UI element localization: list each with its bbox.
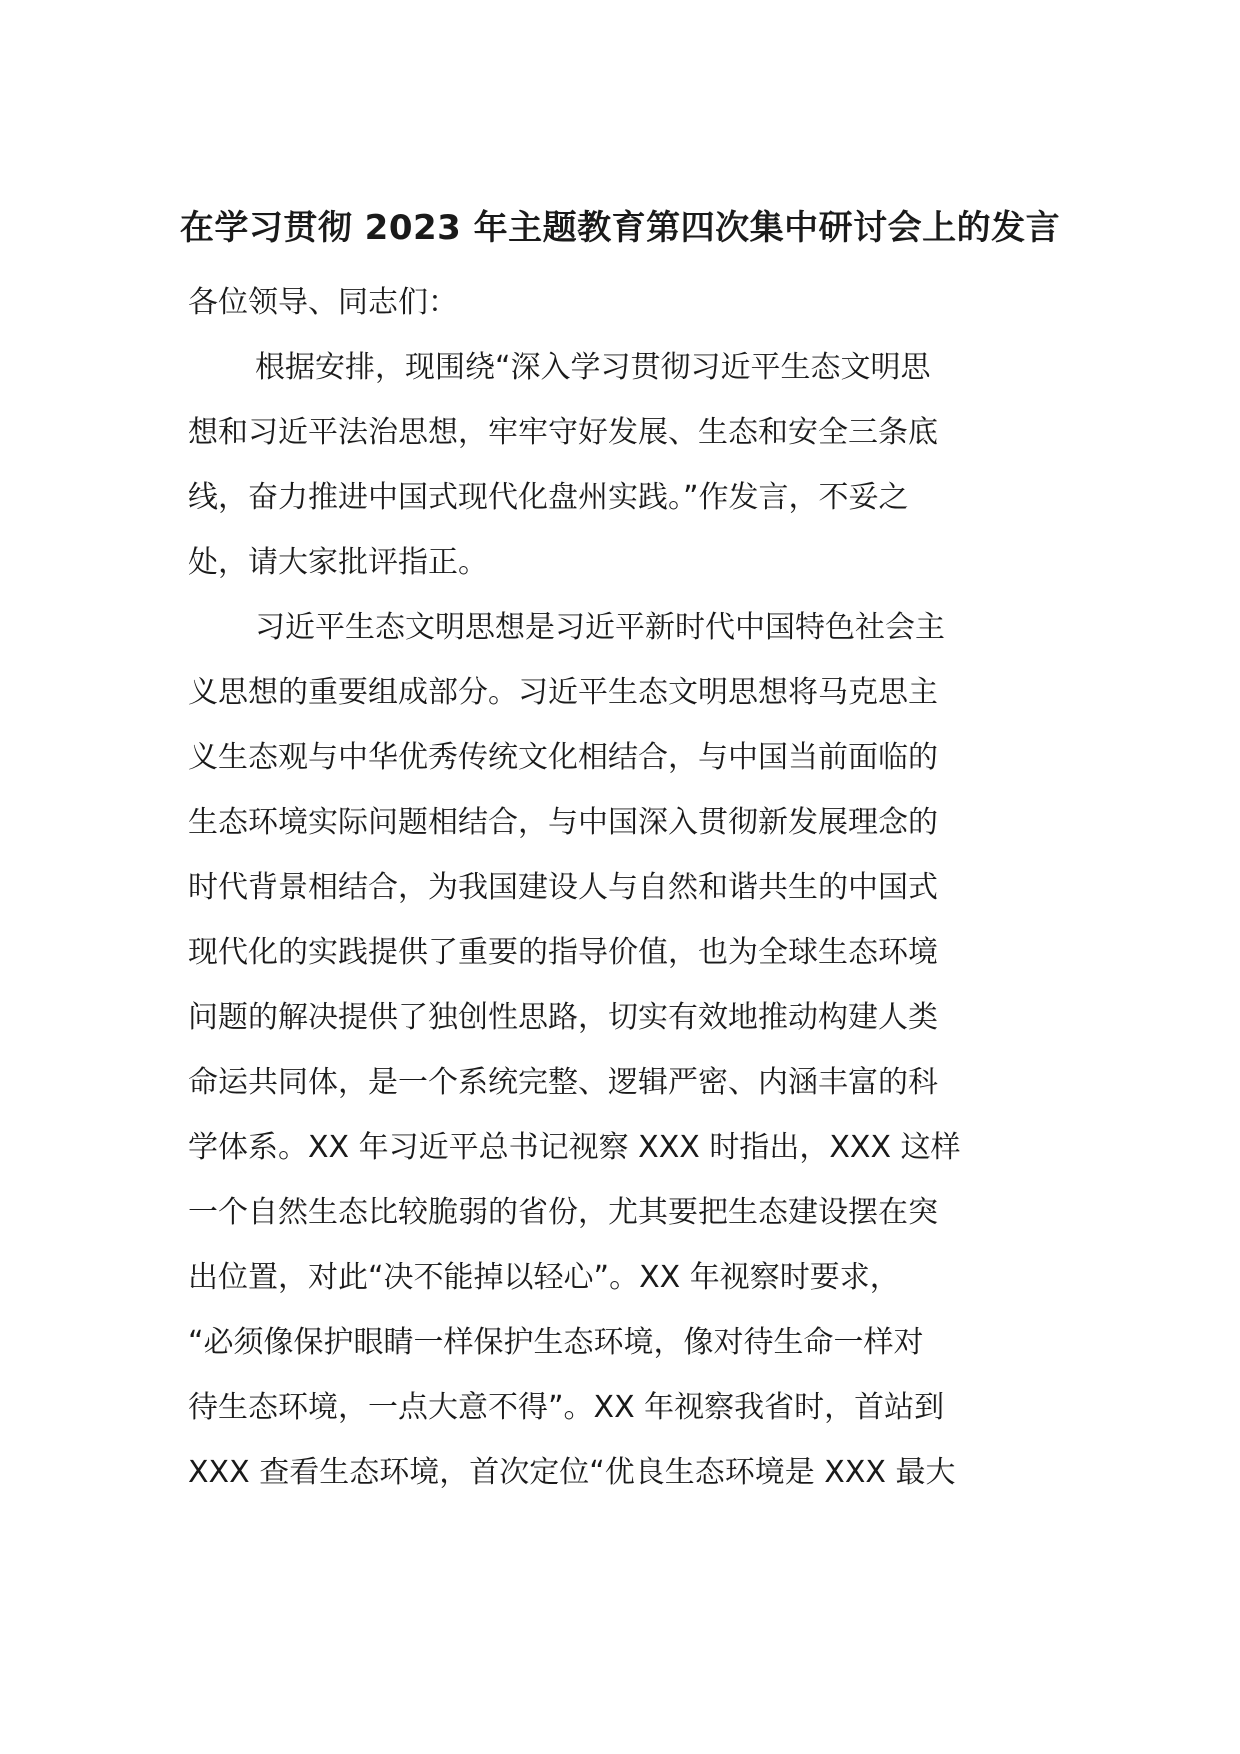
paragraph-line: 出位置，对此“决不能掉以轻心”。XX 年视察时要求， <box>188 1260 900 1295</box>
paragraph-line: “必须像保护眼睛一样保护生态环境，像对待生命一样对 <box>188 1325 924 1360</box>
paragraph-line: 义生态观与中华优秀传统文化相结合，与中国当前面临的 <box>188 740 938 775</box>
paragraph-line: 义思想的重要组成部分。习近平生态文明思想将马克思主 <box>188 675 938 710</box>
paragraph-line: 处，请大家批评指正。 <box>188 545 488 580</box>
paragraph-line: 学体系。XX 年习近平总书记视察 XXX 时指出，XXX 这样 <box>188 1130 961 1165</box>
paragraph-2 <box>188 595 1068 1505</box>
paragraph-line: 待生态环境，一点大意不得”。XX 年视察我省时，首站到 <box>188 1390 945 1425</box>
document-title: 在学习贯彻 2023 年主题教育第四次集中研讨会上的发言 <box>179 208 1061 248</box>
paragraph-line: 现代化的实践提供了重要的指导价值，也为全球生态环境 <box>188 935 938 970</box>
paragraph-line: 命运共同体，是一个系统完整、逻辑严密、内涵丰富的科 <box>188 1065 938 1100</box>
salutation: 各位领导、同志们： <box>188 285 458 320</box>
paragraph-line: 习近平生态文明思想是习近平新时代中国特色社会主 <box>255 610 945 645</box>
paragraph-line: XXX 查看生态环境，首次定位“优良生态环境是 XXX 最大 <box>188 1455 956 1490</box>
document-body <box>188 270 1068 1505</box>
paragraph-line: 时代背景相结合，为我国建设人与自然和谐共生的中国式 <box>188 870 938 905</box>
paragraph-line: 根据安排，现围绕“深入学习贯彻习近平生态文明思 <box>255 350 931 385</box>
paragraph-line: 线，奋力推进中国式现代化盘州实践。”作发言，不妥之 <box>188 480 909 515</box>
paragraph-1 <box>188 335 1068 595</box>
paragraph-line: 一个自然生态比较脆弱的省份，尤其要把生态建设摆在突 <box>188 1195 938 1230</box>
paragraph-line: 问题的解决提供了独创性思路，切实有效地推动构建人类 <box>188 1000 938 1035</box>
paragraph-line: 生态环境实际问题相结合，与中国深入贯彻新发展理念的 <box>188 805 938 840</box>
paragraph-line: 想和习近平法治思想，牢牢守好发展、生态和安全三条底 <box>188 415 938 450</box>
